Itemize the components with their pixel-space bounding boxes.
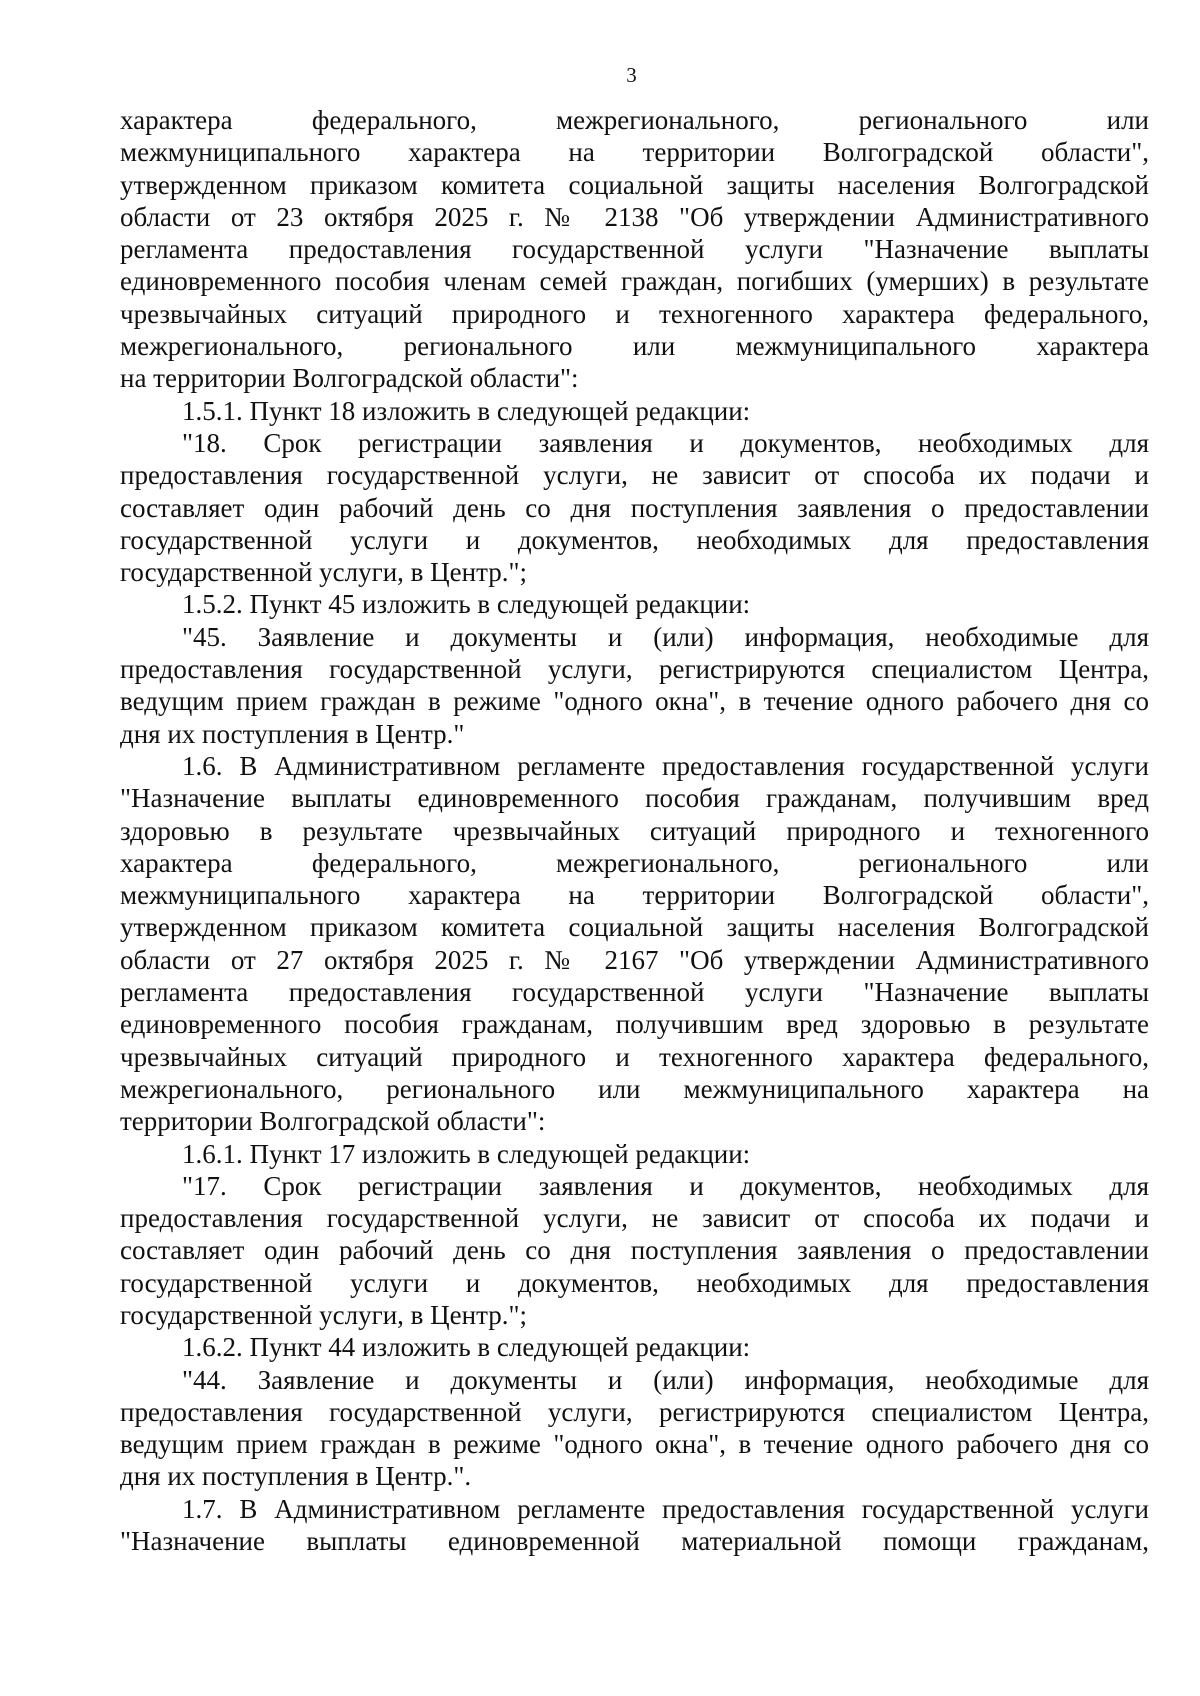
text-line: ведущим прием граждан в режиме "одного окна", в течение одного рабочего дня со — [120, 1429, 1149, 1460]
text-line: межмуниципального характера на территории Волгоградской области", — [120, 137, 1149, 168]
text-line: государственной услуги и документов, необходимых для предоставления — [120, 1267, 1149, 1298]
text-line: предоставления государственной услуги, не зависит от способа их подачи и — [120, 460, 1149, 491]
text-line: межрегионального, регионального или межмуниципального характера — [120, 331, 1149, 362]
text-line: "45. Заявление и документы и (или) информация, необходимые для — [182, 621, 1149, 652]
text-line: чрезвычайных ситуаций природного и техногенного характера федерального, — [120, 1041, 1149, 1072]
text-line: 1.5.2. Пункт 45 изложить в следующей редакции: — [182, 589, 751, 620]
text-line: государственной услуги и документов, необходимых для предоставления — [120, 524, 1149, 555]
text-line: государственной услуги, в Центр."; — [120, 557, 527, 588]
text-line: предоставления государственной услуги, регистрируются специалистом Центра, — [120, 654, 1149, 685]
text-line: дня их поступления в Центр." — [120, 718, 465, 749]
text-line: межрегионального, регионального или межмуниципального характера на — [120, 1073, 1149, 1104]
text-line: 1.6.2. Пункт 44 изложить в следующей редакции: — [182, 1332, 751, 1363]
text-line: территории Волгоградской области": — [120, 1106, 546, 1137]
text-line: регламента предоставления государственной услуги "Назначение выплаты — [120, 977, 1149, 1008]
text-line: области от 23 октября 2025 г. № 2138 "Об утверждении Административного — [120, 201, 1149, 232]
document-body — [120, 104, 1149, 1557]
text-line: межмуниципального характера на территории Волгоградской области", — [120, 880, 1149, 911]
text-line: 1.5.1. Пункт 18 изложить в следующей редакции: — [182, 395, 751, 426]
text-line: составляет один рабочий день со дня поступления заявления о предоставлении — [120, 492, 1149, 523]
text-line: единовременного пособия гражданам, получившим вред здоровью в результате — [120, 1009, 1149, 1040]
text-line: "Назначение выплаты единовременного пособия гражданам, получившим вред — [120, 783, 1149, 814]
text-line: 1.7. В Административном регламенте предоставления государственной услуги — [182, 1493, 1149, 1524]
text-line: чрезвычайных ситуаций природного и техногенного характера федерального, — [120, 298, 1149, 329]
text-line: единовременного пособия членам семей граждан, погибших (умерших) в результате — [120, 266, 1149, 297]
text-line: утвержденном приказом комитета социальной защиты населения Волгоградской — [120, 169, 1149, 200]
text-line: области от 27 октября 2025 г. № 2167 "Об утверждении Административного — [120, 944, 1149, 975]
text-line: предоставления государственной услуги, не зависит от способа их подачи и — [120, 1203, 1149, 1234]
text-line: здоровью в результате чрезвычайных ситуаций природного и техногенного — [120, 815, 1149, 846]
text-line: регламента предоставления государственной услуги "Назначение выплаты — [120, 234, 1149, 265]
text-line: ведущим прием граждан в режиме "одного окна", в течение одного рабочего дня со — [120, 686, 1149, 717]
text-line: "17. Срок регистрации заявления и документов, необходимых для — [182, 1170, 1149, 1201]
text-line: на территории Волгоградской области": — [120, 363, 579, 394]
text-line: дня их поступления в Центр.". — [120, 1461, 472, 1492]
text-line: государственной услуги, в Центр."; — [120, 1299, 527, 1330]
page-number: 3 — [626, 63, 637, 87]
text-line: "44. Заявление и документы и (или) информация, необходимые для — [182, 1364, 1149, 1395]
text-line: предоставления государственной услуги, регистрируются специалистом Центра, — [120, 1396, 1149, 1427]
text-line: "18. Срок регистрации заявления и документов, необходимых для — [182, 427, 1149, 458]
text-line: характера федерального, межрегионального, регионального или — [120, 105, 1149, 135]
text-line: составляет один рабочий день со дня поступления заявления о предоставлении — [120, 1235, 1149, 1266]
text-line: "Назначение выплаты единовременной материальной помощи гражданам, — [120, 1526, 1149, 1557]
text-line: утвержденном приказом комитета социальной защиты населения Волгоградской — [120, 912, 1149, 943]
text-line: 1.6. В Административном регламенте предоставления государственной услуги — [182, 750, 1149, 781]
text-line: 1.6.1. Пункт 17 изложить в следующей редакции: — [182, 1138, 751, 1169]
text-line: характера федерального, межрегионального, регионального или — [120, 847, 1149, 878]
